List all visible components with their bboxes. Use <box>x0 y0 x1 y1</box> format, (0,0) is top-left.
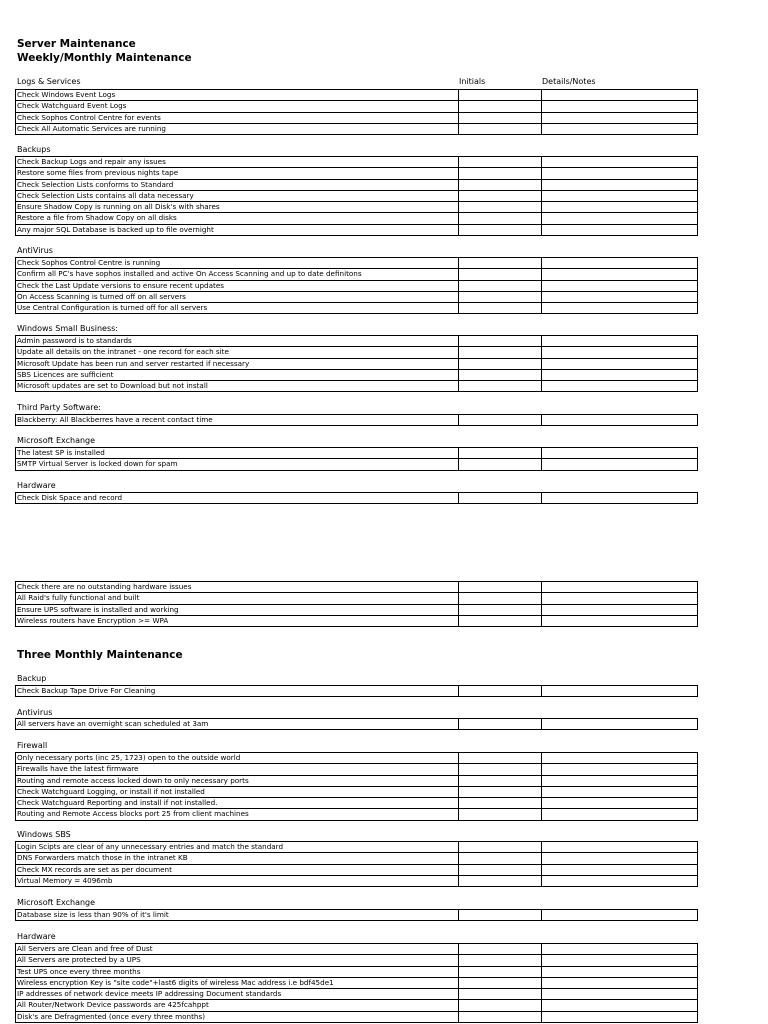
initials-cell[interactable] <box>459 359 542 369</box>
checklist-table <box>15 841 698 887</box>
task-cell: Check Watchguard Logging, or install if not installed <box>16 787 459 797</box>
notes-cell[interactable] <box>542 1000 698 1010</box>
section-heading: Third Party Software: <box>17 403 101 412</box>
task-cell: Database size is less than 90% of it's limit <box>16 910 459 920</box>
initials-cell[interactable] <box>459 798 542 808</box>
initials-cell[interactable] <box>459 448 542 458</box>
notes-column-header: Details/Notes <box>542 77 596 86</box>
section-heading: Windows Small Business: <box>17 324 118 333</box>
notes-cell[interactable] <box>542 776 698 786</box>
task-cell: SBS Licences are sufficient <box>16 370 459 380</box>
table-row <box>16 967 698 978</box>
initials-cell[interactable] <box>459 967 542 977</box>
notes-cell[interactable] <box>542 269 698 279</box>
section-heading: Microsoft Exchange <box>17 436 96 445</box>
task-cell: Wireless encryption Key is "site code"+last6 digits of wireless Mac address i.e bdf45de1 <box>16 978 459 988</box>
table-row <box>16 336 698 347</box>
task-cell: All Router/Network Device passwords are 425fcahppt <box>16 1000 459 1010</box>
task-cell: Disk's are Defragmented (once every three months) <box>16 1012 459 1022</box>
notes-cell[interactable] <box>542 336 698 346</box>
section-heading: AntiVirus <box>17 246 53 255</box>
initials-cell[interactable] <box>459 370 542 380</box>
notes-cell[interactable] <box>542 616 698 626</box>
task-cell: Ensure Shadow Copy is running on all Disk's with shares <box>16 202 459 212</box>
notes-cell[interactable] <box>542 853 698 863</box>
notes-cell[interactable] <box>542 955 698 965</box>
table-row <box>16 1000 698 1011</box>
table-row <box>16 989 698 1000</box>
task-cell: Ensure UPS software is installed and working <box>16 605 459 615</box>
initials-cell[interactable] <box>459 593 542 603</box>
task-cell: All Servers are protected by a UPS <box>16 955 459 965</box>
task-cell: Microsoft updates are set to Download but not install <box>16 381 459 391</box>
task-cell: Check Watchguard Reporting and install if not installed. <box>16 798 459 808</box>
task-cell: Restore a file from Shadow Copy on all disks <box>16 213 459 223</box>
task-cell: Check Backup Tape Drive For Cleaning <box>16 686 459 696</box>
checklist-table <box>15 943 698 1023</box>
notes-cell[interactable] <box>542 582 698 592</box>
initials-cell[interactable] <box>459 616 542 626</box>
section-heading: Hardware <box>17 932 56 941</box>
initials-cell[interactable] <box>459 493 542 503</box>
notes-cell[interactable] <box>542 168 698 178</box>
initials-cell[interactable] <box>459 202 542 212</box>
checklist-table <box>15 156 698 236</box>
section-heading: Backup <box>17 674 47 683</box>
initials-cell[interactable] <box>459 225 542 235</box>
notes-cell[interactable] <box>542 258 698 268</box>
task-cell: Wireless routers have Encryption >= WPA <box>16 616 459 626</box>
notes-cell[interactable] <box>542 370 698 380</box>
table-row <box>16 359 698 370</box>
notes-cell[interactable] <box>542 381 698 391</box>
initials-cell[interactable] <box>459 753 542 763</box>
checklist-table <box>15 909 698 921</box>
table-row <box>16 978 698 989</box>
table-row <box>16 605 698 616</box>
notes-cell[interactable] <box>542 1012 698 1022</box>
initials-cell[interactable] <box>459 853 542 863</box>
notes-cell[interactable] <box>542 944 698 954</box>
task-cell: Check Windows Event Logs <box>16 90 459 100</box>
task-cell: Virtual Memory = 4096mb <box>16 876 459 886</box>
task-cell: Confirm all PC's have sophos installed and active On Access Scanning and up to date definitons <box>16 269 459 279</box>
table-row <box>16 493 698 504</box>
task-cell: Check Sophos Control Centre is running <box>16 258 459 268</box>
notes-cell[interactable] <box>542 686 698 696</box>
initials-cell[interactable] <box>459 124 542 134</box>
notes-cell[interactable] <box>542 124 698 134</box>
task-cell: Admin password is to standards <box>16 336 459 346</box>
checklist-table <box>15 447 698 471</box>
table-row <box>16 370 698 381</box>
notes-cell[interactable] <box>542 303 698 313</box>
initials-cell[interactable] <box>459 269 542 279</box>
task-cell: Test UPS once every three months <box>16 967 459 977</box>
table-row <box>16 225 698 236</box>
initials-cell[interactable] <box>459 168 542 178</box>
initials-cell[interactable] <box>459 281 542 291</box>
section-heading: Hardware <box>17 481 56 490</box>
notes-cell[interactable] <box>542 359 698 369</box>
table-row <box>16 113 698 124</box>
table-row <box>16 593 698 604</box>
initials-cell[interactable] <box>459 90 542 100</box>
table-row <box>16 292 698 303</box>
initials-cell[interactable] <box>459 764 542 774</box>
three-monthly-title: Three Monthly Maintenance <box>17 649 183 661</box>
task-cell: On Access Scanning is turned off on all servers <box>16 292 459 302</box>
table-row <box>16 180 698 191</box>
table-row <box>16 910 698 921</box>
table-row <box>16 448 698 459</box>
table-row <box>16 415 698 426</box>
initials-cell[interactable] <box>459 787 542 797</box>
task-cell: Check MX records are set as per document <box>16 865 459 875</box>
checklist-table <box>15 257 698 314</box>
table-row <box>16 157 698 168</box>
task-cell: Check the Last Update versions to ensure recent updates <box>16 281 459 291</box>
notes-cell[interactable] <box>542 180 698 190</box>
task-cell: Update all details on the intranet - one record for each site <box>16 347 459 357</box>
initials-cell[interactable] <box>459 910 542 920</box>
initials-cell[interactable] <box>459 719 542 729</box>
initials-cell[interactable] <box>459 336 542 346</box>
table-row <box>16 381 698 392</box>
checklist-table <box>15 492 698 504</box>
initials-cell[interactable] <box>459 101 542 111</box>
notes-cell[interactable] <box>542 493 698 503</box>
task-cell: All servers have an overnight scan scheduled at 3am <box>16 719 459 729</box>
table-row <box>16 582 698 593</box>
initials-cell[interactable] <box>459 180 542 190</box>
task-cell: Routing and Remote Access blocks port 25 from client machines <box>16 809 459 819</box>
notes-cell[interactable] <box>542 593 698 603</box>
notes-cell[interactable] <box>542 292 698 302</box>
section-heading: Windows SBS <box>17 830 71 839</box>
table-row <box>16 269 698 280</box>
initials-cell[interactable] <box>459 809 542 819</box>
initials-cell[interactable] <box>459 776 542 786</box>
table-row <box>16 842 698 853</box>
task-cell: Routing and remote access locked down to only necessary ports <box>16 776 459 786</box>
initials-cell[interactable] <box>459 865 542 875</box>
initials-cell[interactable] <box>459 582 542 592</box>
task-cell: Check Selection Lists conforms to Standard <box>16 180 459 190</box>
table-row <box>16 202 698 213</box>
task-cell: Check there are no outstanding hardware issues <box>16 582 459 592</box>
table-row <box>16 776 698 787</box>
notes-cell[interactable] <box>542 415 698 425</box>
initials-cell[interactable] <box>459 113 542 123</box>
notes-cell[interactable] <box>542 753 698 763</box>
task-cell: Firewalls have the latest firmware <box>16 764 459 774</box>
initials-cell[interactable] <box>459 191 542 201</box>
notes-cell[interactable] <box>542 989 698 999</box>
table-row <box>16 809 698 820</box>
table-row <box>16 258 698 269</box>
table-row <box>16 764 698 775</box>
initials-cell[interactable] <box>459 303 542 313</box>
initials-cell[interactable] <box>459 978 542 988</box>
table-row <box>16 90 698 101</box>
notes-cell[interactable] <box>542 202 698 212</box>
task-cell: Use Central Configuration is turned off for all servers <box>16 303 459 313</box>
initials-cell[interactable] <box>459 459 542 469</box>
notes-cell[interactable] <box>542 967 698 977</box>
initials-cell[interactable] <box>459 157 542 167</box>
notes-cell[interactable] <box>542 213 698 223</box>
section-heading: Microsoft Exchange <box>17 898 96 907</box>
checklist-table <box>15 581 698 627</box>
task-cell: The latest SP is installed <box>16 448 459 458</box>
notes-cell[interactable] <box>542 157 698 167</box>
table-row <box>16 213 698 224</box>
initials-cell[interactable] <box>459 347 542 357</box>
notes-cell[interactable] <box>542 101 698 111</box>
initials-cell[interactable] <box>459 292 542 302</box>
task-cell: All Raid's fully functional and built <box>16 593 459 603</box>
initials-cell[interactable] <box>459 686 542 696</box>
notes-cell[interactable] <box>542 842 698 852</box>
initials-cell[interactable] <box>459 258 542 268</box>
weekly-monthly-title: Weekly/Monthly Maintenance <box>17 52 192 64</box>
table-row <box>16 944 698 955</box>
checklist-table <box>15 335 698 392</box>
notes-cell[interactable] <box>542 809 698 819</box>
initials-cell[interactable] <box>459 989 542 999</box>
table-row <box>16 753 698 764</box>
notes-cell[interactable] <box>542 787 698 797</box>
notes-cell[interactable] <box>542 347 698 357</box>
checklist-table <box>15 718 698 730</box>
initials-column-header: Initials <box>459 77 486 86</box>
task-cell: Blackberry: All Blackberres have a recent contact time <box>16 415 459 425</box>
table-row <box>16 787 698 798</box>
section-heading: Antivirus <box>17 708 53 717</box>
notes-cell[interactable] <box>542 113 698 123</box>
table-row <box>16 347 698 358</box>
section-heading: Backups <box>17 145 51 154</box>
task-cell: IP addresses of network device meets IP addressing Document standards <box>16 989 459 999</box>
notes-cell[interactable] <box>542 90 698 100</box>
table-row <box>16 281 698 292</box>
task-cell: Restore some files from previous nights tape <box>16 168 459 178</box>
table-row <box>16 124 698 135</box>
table-row <box>16 616 698 627</box>
table-row <box>16 955 698 966</box>
notes-cell[interactable] <box>542 876 698 886</box>
task-cell: Only necessary ports (inc 25, 1723) open to the outside world <box>16 753 459 763</box>
notes-cell[interactable] <box>542 719 698 729</box>
initials-cell[interactable] <box>459 1000 542 1010</box>
checklist-table <box>15 752 698 821</box>
initials-cell[interactable] <box>459 213 542 223</box>
checklist-table <box>15 685 698 697</box>
notes-cell[interactable] <box>542 281 698 291</box>
notes-cell[interactable] <box>542 225 698 235</box>
notes-cell[interactable] <box>542 459 698 469</box>
notes-cell[interactable] <box>542 605 698 615</box>
checklist-table <box>15 414 698 426</box>
table-row <box>16 719 698 730</box>
task-cell: Any major SQL Database is backed up to file overnight <box>16 225 459 235</box>
initials-cell[interactable] <box>459 1012 542 1022</box>
initials-cell[interactable] <box>459 605 542 615</box>
table-row <box>16 853 698 864</box>
notes-cell[interactable] <box>542 910 698 920</box>
table-row <box>16 876 698 887</box>
task-cell: DNS Forwarders match those in the intranet KB <box>16 853 459 863</box>
checklist-table <box>15 89 698 135</box>
notes-cell[interactable] <box>542 764 698 774</box>
notes-cell[interactable] <box>542 865 698 875</box>
table-row <box>16 303 698 314</box>
section-heading: Firewall <box>17 741 48 750</box>
document-title: Server Maintenance <box>17 38 136 50</box>
initials-cell[interactable] <box>459 876 542 886</box>
section-heading: Logs & Services <box>17 77 81 86</box>
table-row <box>16 686 698 697</box>
notes-cell[interactable] <box>542 978 698 988</box>
initials-cell[interactable] <box>459 955 542 965</box>
task-cell: Check All Automatic Services are running <box>16 124 459 134</box>
table-row <box>16 168 698 179</box>
task-cell: Check Disk Space and record <box>16 493 459 503</box>
table-row <box>16 798 698 809</box>
task-cell: Check Sophos Control Centre for events <box>16 113 459 123</box>
initials-cell[interactable] <box>459 415 542 425</box>
initials-cell[interactable] <box>459 381 542 391</box>
table-row <box>16 459 698 470</box>
task-cell: Check Selection Lists contains all data necessary <box>16 191 459 201</box>
task-cell: Microsoft Update has been run and server restarted if necessary <box>16 359 459 369</box>
task-cell: SMTP Virtual Server is locked down for spam <box>16 459 459 469</box>
notes-cell[interactable] <box>542 798 698 808</box>
initials-cell[interactable] <box>459 944 542 954</box>
table-row <box>16 101 698 112</box>
table-row <box>16 1012 698 1023</box>
task-cell: Check Watchguard Event Logs <box>16 101 459 111</box>
initials-cell[interactable] <box>459 842 542 852</box>
notes-cell[interactable] <box>542 448 698 458</box>
table-row <box>16 191 698 202</box>
table-row <box>16 865 698 876</box>
task-cell: Login Scipts are clear of any unnecessary entries and match the standard <box>16 842 459 852</box>
notes-cell[interactable] <box>542 191 698 201</box>
task-cell: All Servers are Clean and free of Dust <box>16 944 459 954</box>
task-cell: Check Backup Logs and repair any issues <box>16 157 459 167</box>
